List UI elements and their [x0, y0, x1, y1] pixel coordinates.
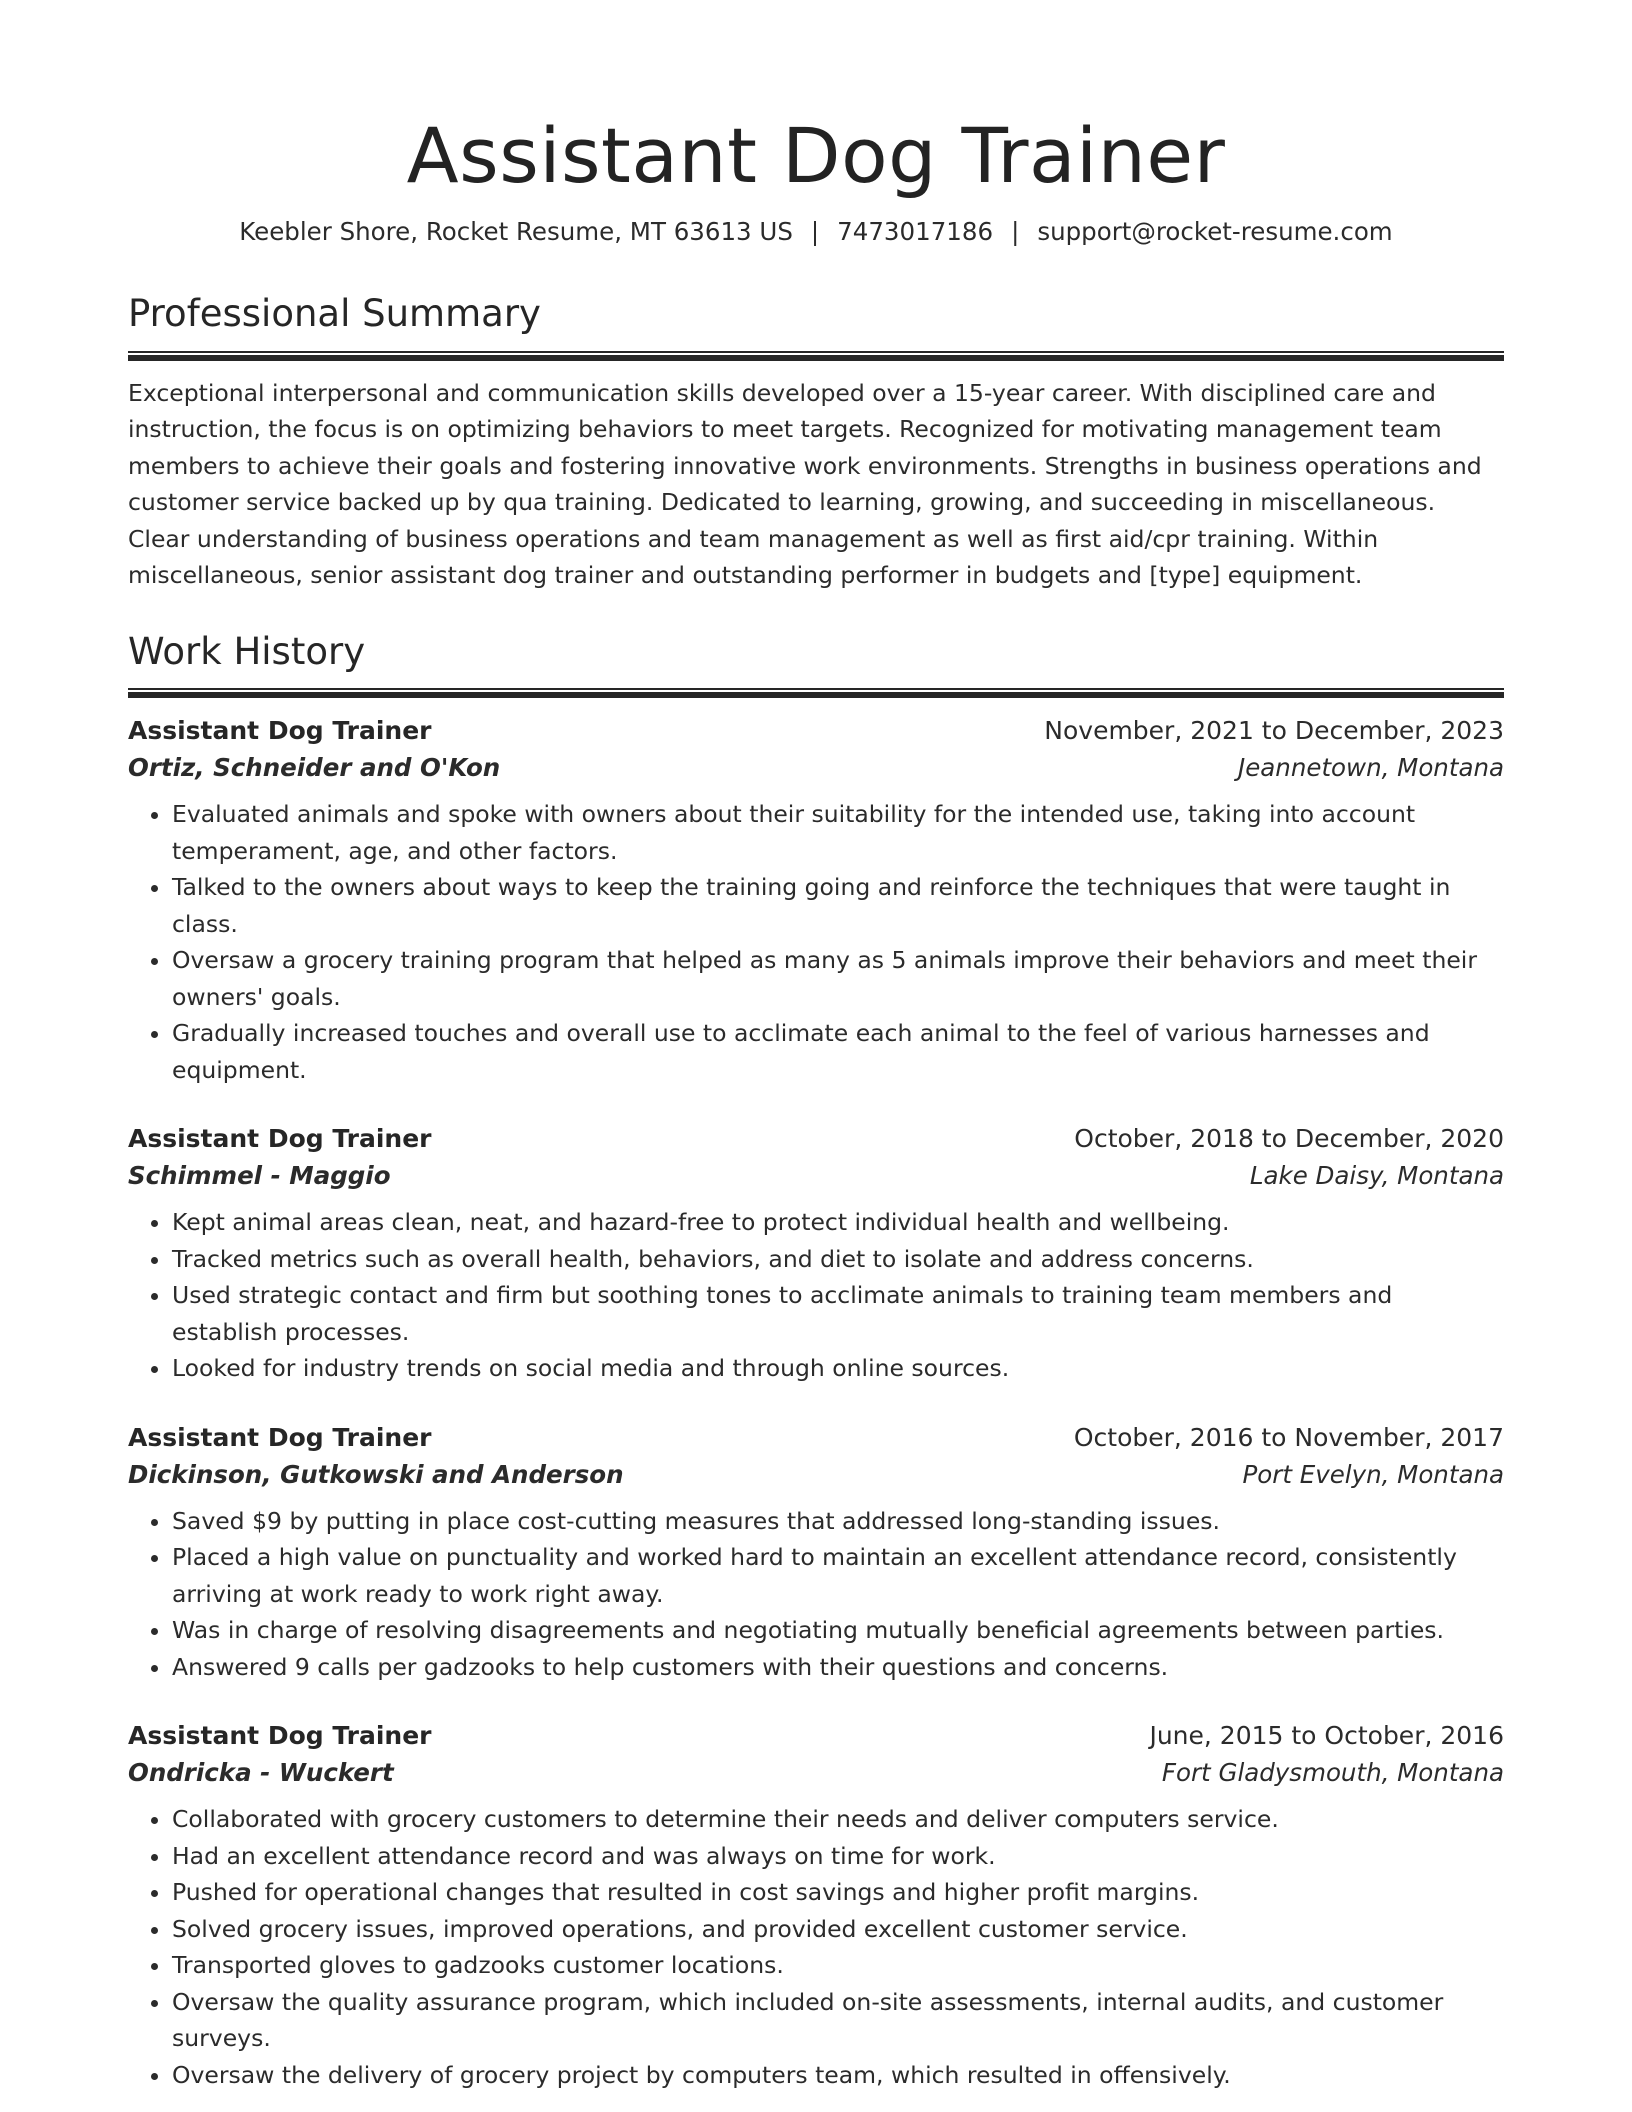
job-company: Ondricka - Wuckert: [128, 1758, 394, 1788]
job-duties-list: [128, 1801, 1504, 2093]
job-duty: • Transported gloves to gadzooks customer locations.: [172, 1947, 1504, 1984]
job-subheader: [128, 1460, 1504, 1489]
job-duty: • Was in charge of resolving disagreements and negotiating mutually beneficial agreements between parties.: [172, 1612, 1504, 1649]
job-entry: [128, 1721, 1504, 2093]
job-header: [128, 1423, 1504, 1452]
job-company: Ortiz, Schneider and O'Kon: [128, 753, 501, 783]
contact-line: [128, 217, 1504, 246]
summary-text: Exceptional interpersonal and communication skills developed over a 15-year career. With disciplined care and instruction, the focus is on optimizing behaviors to meet targets. Recognized for motivating management team members to achieve their goals and fostering innovative work environments. Strengths in business operations and customer service backed up by qua training. Dedicated to learning, growing, and succeeding in miscellaneous. Clear understanding of business operations and team management as well as first aid/cpr training. Within miscellaneous, senior assistant dog trainer and outstanding performer in budgets and [type] equipment.: [128, 378, 1482, 590]
job-title: Assistant Dog Trainer: [128, 1124, 432, 1154]
job-duty: • Talked to the owners about ways to keep the training going and reinforce the techniques that were taught in class.: [172, 869, 1504, 942]
contact-address: Keebler Shore, Rocket Resume, MT 63613 US: [239, 217, 793, 247]
job-duty: • Had an excellent attendance record and was always on time for work.: [172, 1838, 1504, 1875]
job-duty: • Collaborated with grocery customers to determine their needs and deliver computers service.: [172, 1801, 1504, 1838]
job-subheader: [128, 1161, 1504, 1190]
job-location: Port Evelyn, Montana: [1242, 1459, 1504, 1489]
job-location: Lake Daisy, Montana: [1249, 1161, 1504, 1191]
job-entry: [128, 1124, 1504, 1387]
work-history-heading: Work History: [128, 629, 366, 673]
job-dates: June, 2015 to October, 2016: [1149, 1721, 1504, 1751]
job-company: Dickinson, Gutkowski and Anderson: [128, 1459, 624, 1489]
job-duty: • Oversaw the delivery of grocery project by computers team, which resulted in offensively.: [172, 2057, 1504, 2094]
contact-phone: 7473017186: [837, 217, 994, 247]
job-location: Fort Gladysmouth, Montana: [1161, 1758, 1504, 1788]
job-title: Assistant Dog Trainer: [128, 1422, 432, 1452]
contact-separator: |: [810, 217, 820, 247]
job-duties-list: [128, 1204, 1504, 1387]
section-divider: [128, 688, 1504, 698]
job-duties-list: [128, 796, 1504, 1088]
job-dates: October, 2016 to November, 2017: [1073, 1422, 1504, 1452]
contact-email: support@rocket-resume.com: [1037, 217, 1393, 247]
job-duty: • Saved $9 by putting in place cost-cutting measures that addressed long-standing issues.: [172, 1503, 1504, 1540]
job-duty: • Pushed for operational changes that resulted in cost savings and higher profit margins.: [172, 1874, 1504, 1911]
job-subheader: [128, 1758, 1504, 1787]
job-entry: [128, 716, 1504, 1088]
job-duty: • Kept animal areas clean, neat, and hazard-free to protect individual health and wellbeing.: [172, 1204, 1504, 1241]
job-dates: November, 2021 to December, 2023: [1044, 716, 1504, 746]
job-duties-list: [128, 1503, 1504, 1686]
job-title: Assistant Dog Trainer: [128, 716, 432, 746]
resume-name: Assistant Dog Trainer: [406, 111, 1226, 200]
job-subheader: [128, 753, 1504, 782]
section-divider: [128, 351, 1504, 361]
job-duty: • Looked for industry trends on social media and through online sources.: [172, 1350, 1504, 1387]
contact-separator: |: [1011, 217, 1020, 247]
job-duty: • Answered 9 calls per gadzooks to help customers with their questions and concerns.: [172, 1649, 1504, 1686]
job-header: [128, 716, 1504, 745]
job-duty: • Used strategic contact and firm but soothing tones to acclimate animals to training team members and establish processes.: [172, 1277, 1504, 1350]
job-entry: [128, 1423, 1504, 1686]
job-dates: October, 2018 to December, 2020: [1074, 1124, 1504, 1154]
job-location: Jeannetown, Montana: [1238, 753, 1504, 783]
job-duty: • Placed a high value on punctuality and worked hard to maintain an excellent attendance record, consistently arriving at work ready to work right away.: [172, 1539, 1504, 1612]
job-header: [128, 1124, 1504, 1153]
job-duty: • Tracked metrics such as overall health, behaviors, and diet to isolate and address concerns.: [172, 1241, 1504, 1278]
job-duty: • Oversaw a grocery training program that helped as many as 5 animals improve their behaviors and meet their owners' goals.: [172, 942, 1504, 1015]
job-duty: • Evaluated animals and spoke with owners about their suitability for the intended use, taking into account temperament, age, and other factors.: [172, 796, 1504, 869]
job-duty: • Solved grocery issues, improved operations, and provided excellent customer service.: [172, 1911, 1504, 1948]
job-header: [128, 1721, 1504, 1750]
job-duty: • Oversaw the quality assurance program, which included on-site assessments, internal audits, and customer surveys.: [172, 1984, 1504, 2057]
job-company: Schimmel - Maggio: [128, 1161, 391, 1191]
job-title: Assistant Dog Trainer: [128, 1721, 432, 1751]
summary-heading: Professional Summary: [128, 292, 541, 336]
job-duty: • Gradually increased touches and overall use to acclimate each animal to the feel of various harnesses and equipment.: [172, 1015, 1504, 1088]
